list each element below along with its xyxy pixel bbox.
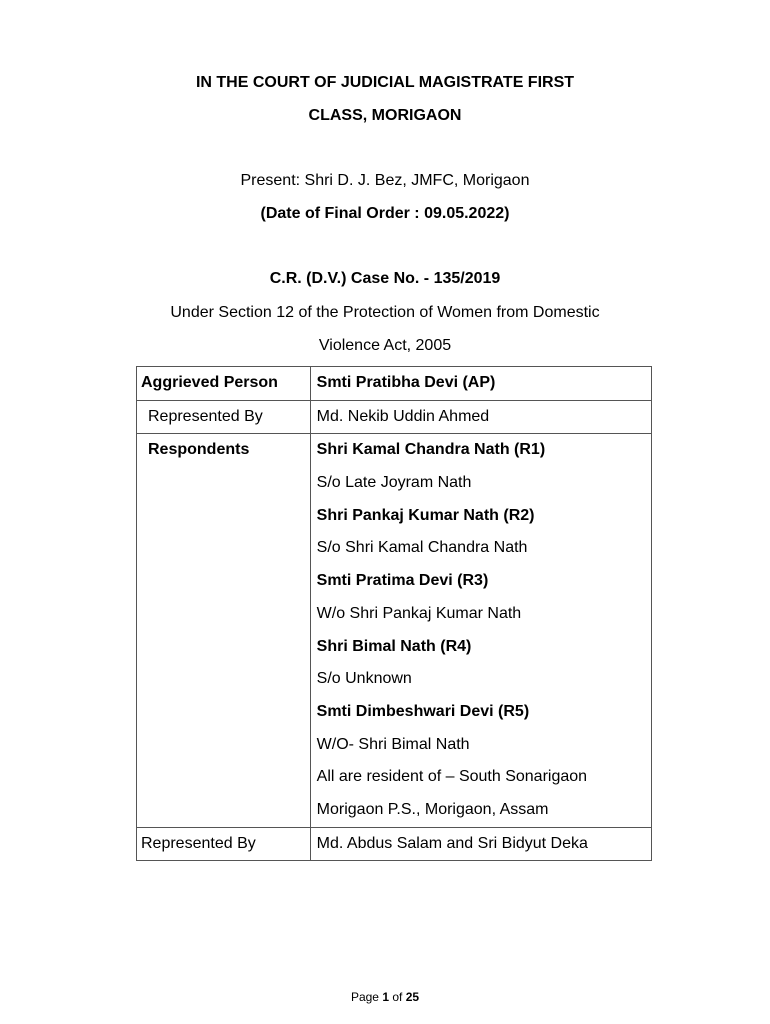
current-page-number: 1 [382, 990, 389, 1004]
respondent-name: Shri Bimal Nath (R4) [316, 637, 472, 655]
respondent-name: Shri Kamal Chandra Nath (R1) [316, 441, 546, 459]
respondent-name: Smti Dimbeshwari Devi (R5) [316, 702, 530, 720]
page-word: Page [350, 990, 379, 1004]
table-row [137, 827, 652, 861]
respondent-name: Shri Pankaj Kumar Nath (R2) [316, 506, 535, 524]
table-row [137, 400, 652, 434]
respondents-address-line-1: All are resident of – South Sonarigaon [316, 768, 588, 786]
respondents-label: Respondents [148, 441, 250, 459]
respondent-relation: S/o Late Joyram Nath [316, 474, 472, 492]
respondent-relation: W/O- Shri Bimal Nath [316, 735, 470, 753]
page-footer [0, 990, 770, 1004]
aggrieved-person-name: Smti Pratibha Devi (AP) [316, 374, 496, 391]
case-number: C.R. (D.V.) Case No. - 135/2019 [269, 270, 501, 287]
aggrieved-label: Aggrieved Person [141, 374, 278, 391]
respondent-relation: W/o Shri Pankaj Kumar Nath [316, 604, 522, 622]
respondent-relation: S/o Shri Kamal Chandra Nath [316, 539, 528, 557]
respondents-address-line-2: Morigaon P.S., Morigaon, Assam [316, 800, 549, 818]
statute-line-1: Under Section 12 of the Protection of Women from Domestic [170, 304, 600, 321]
statute-line-2: Violence Act, 2005 [318, 337, 452, 354]
ap-represented-label: Represented By [148, 407, 263, 425]
court-title-line-2: CLASS, MORIGAON [308, 107, 462, 124]
ap-counsel: Md. Nekib Uddin Ahmed [316, 407, 490, 425]
table-row [137, 367, 652, 401]
respondent-name: Smti Pratima Devi (R3) [316, 572, 489, 590]
resp-represented-label: Represented By [141, 834, 256, 852]
parties-table [136, 366, 652, 861]
aggrieved-label-cell [137, 367, 311, 401]
respondents-list [310, 434, 651, 827]
total-pages: 25 [405, 990, 420, 1004]
court-title-line-1: IN THE COURT OF JUDICIAL MAGISTRATE FIRST [195, 74, 575, 91]
resp-counsel: Md. Abdus Salam and Sri Bidyut Deka [316, 834, 588, 852]
final-order-date: (Date of Final Order : 09.05.2022) [260, 205, 510, 222]
aggrieved-value-cell [310, 367, 651, 401]
table-row [137, 434, 652, 827]
of-word: of [392, 990, 403, 1004]
respondent-relation: S/o Unknown [316, 670, 412, 688]
presiding-officer: Present: Shri D. J. Bez, JMFC, Morigaon [240, 172, 530, 189]
